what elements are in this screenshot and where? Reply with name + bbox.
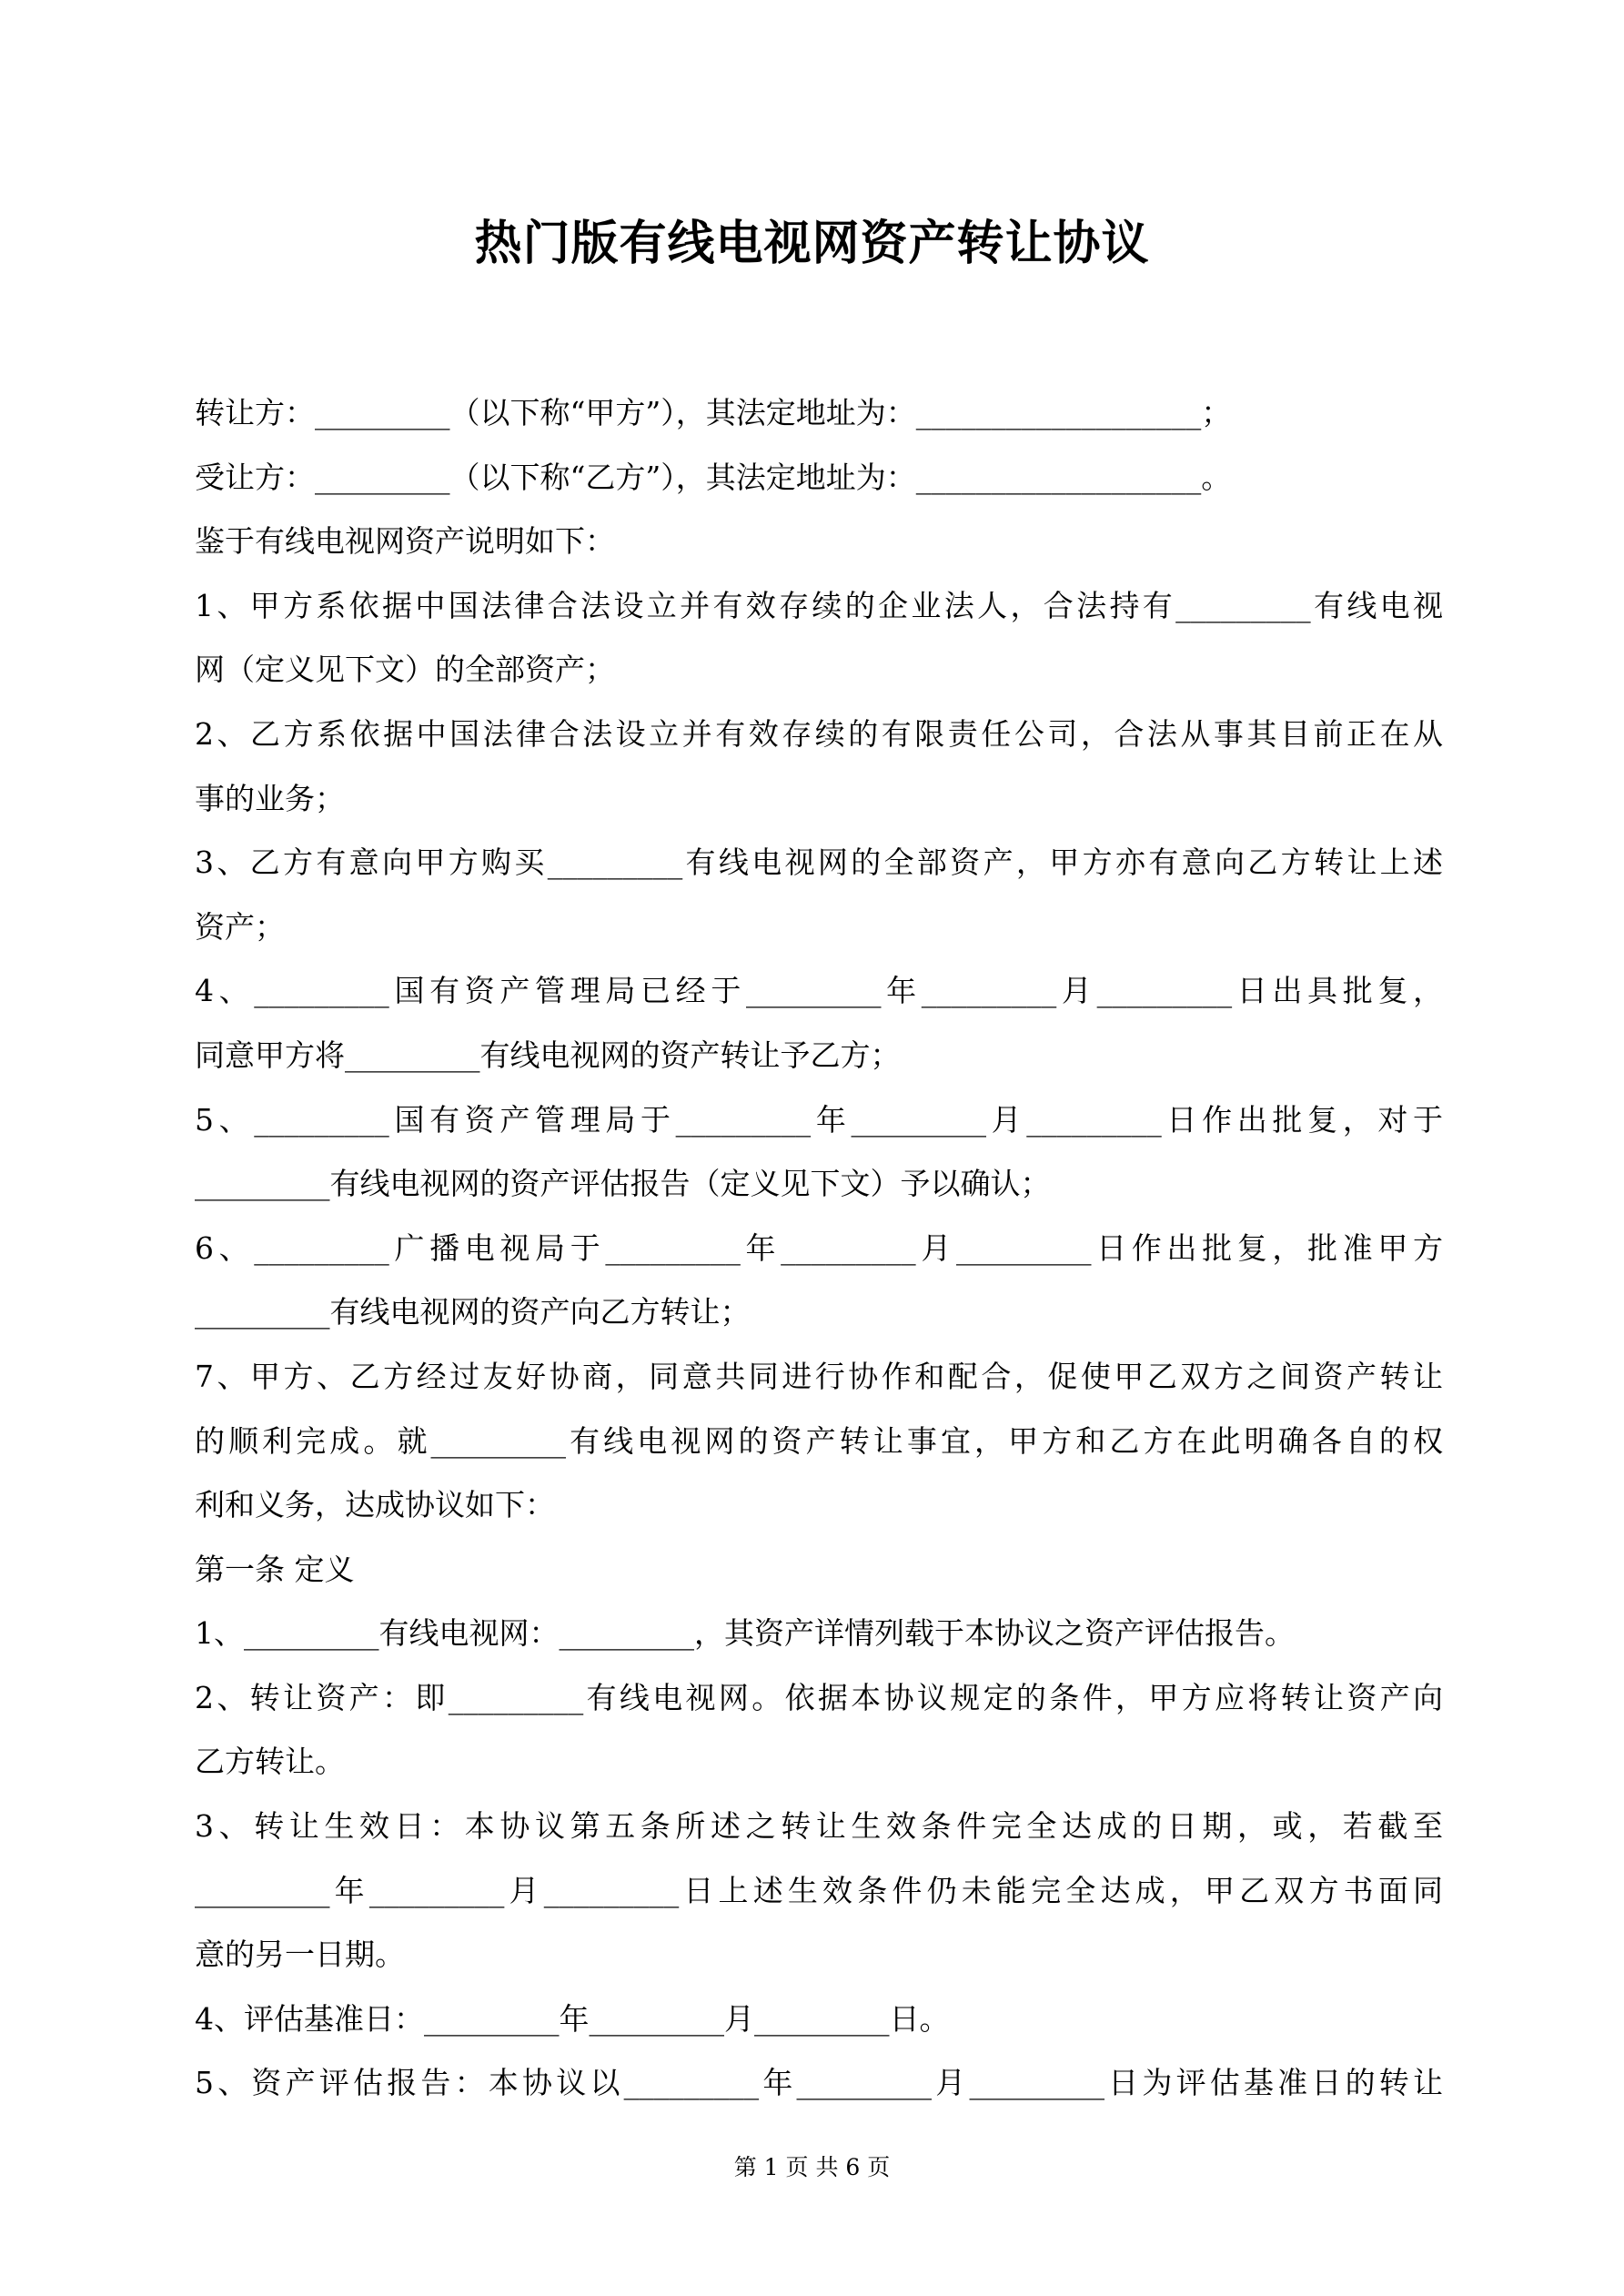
document-title: 热门版有线电视网资产转让协议 bbox=[474, 216, 1150, 271]
text-line: 意的另一日期。 bbox=[195, 1937, 405, 1973]
section-heading: 第一条 定义 bbox=[195, 1551, 355, 1587]
text-line: 5、资产评估报告：本协议以_________年_________月_________日为评估基准日的转让 bbox=[195, 2065, 1443, 2101]
text-line: 转让方：_________（以下称“甲方”），其法定地址为：___________________； bbox=[195, 395, 1232, 430]
text-line: _________年_________月_________日上述生效条件仍未能完全达成，甲乙双方书面同 bbox=[195, 1872, 1443, 1908]
text-line: 4、_________国有资产管理局已经于_________年_________月_________日出具批复， bbox=[195, 973, 1443, 1009]
text-line: 3、乙方有意向甲方购买_________有线电视网的全部资产，甲方亦有意向乙方转让上述 bbox=[195, 845, 1443, 881]
page-number: 第 1 页 共 6 页 bbox=[733, 2154, 891, 2180]
text-line: 的顺利完成。就_________有线电视网的资产转让事宜，甲方和乙方在此明确各自的权 bbox=[195, 1422, 1443, 1459]
text-line: 乙方转让。 bbox=[195, 1744, 345, 1780]
document-body bbox=[195, 389, 1443, 2124]
text-line: 1、甲方系依据中国法律合法设立并有效存续的企业法人，合法持有_________有线电视 bbox=[195, 587, 1443, 623]
text-line: 3、转让生效日：本协议第五条所述之转让生效条件完全达成的日期，或，若截至 bbox=[195, 1808, 1443, 1845]
text-line: 7、甲方、乙方经过友好协商，同意共同进行协作和配合，促使甲乙双方之间资产转让 bbox=[195, 1358, 1443, 1394]
text-line: 1、_________有线电视网：_________，其资产详情列载于本协议之资产评估报告。 bbox=[195, 1615, 1295, 1652]
text-line: 2、转让资产：即_________有线电视网。依据本协议规定的条件，甲方应将转让资产向 bbox=[195, 1679, 1443, 1715]
text-line: 鉴于有线电视网资产说明如下： bbox=[195, 523, 615, 560]
text-line: 资产； bbox=[195, 908, 285, 945]
text-line: _________有线电视网的资产向乙方转让； bbox=[195, 1294, 751, 1330]
text-line: 6、_________广播电视局于_________年_________月_________日作出批复，批准甲方 bbox=[195, 1229, 1443, 1266]
text-line: 受让方：_________（以下称“乙方”），其法定地址为：___________________。 bbox=[195, 459, 1232, 495]
text-line: _________有线电视网的资产评估报告（定义见下文）予以确认； bbox=[195, 1166, 1051, 1202]
text-line: 事的业务； bbox=[195, 780, 345, 816]
text-line: 2、乙方系依据中国法律合法设立并有效存续的有限责任公司，合法从事其目前正在从 bbox=[195, 715, 1443, 752]
text-line: 4、评估基准日：_________年_________月_________日。 bbox=[195, 2000, 950, 2037]
text-line: 同意甲方将_________有线电视网的资产转让予乙方； bbox=[195, 1037, 901, 1073]
text-line: 利和义务，达成协议如下： bbox=[195, 1487, 555, 1523]
text-line: 5、_________国有资产管理局于_________年_________月_________日作出批复，对于 bbox=[195, 1101, 1443, 1138]
text-line: 网（定义见下文）的全部资产； bbox=[195, 652, 615, 688]
